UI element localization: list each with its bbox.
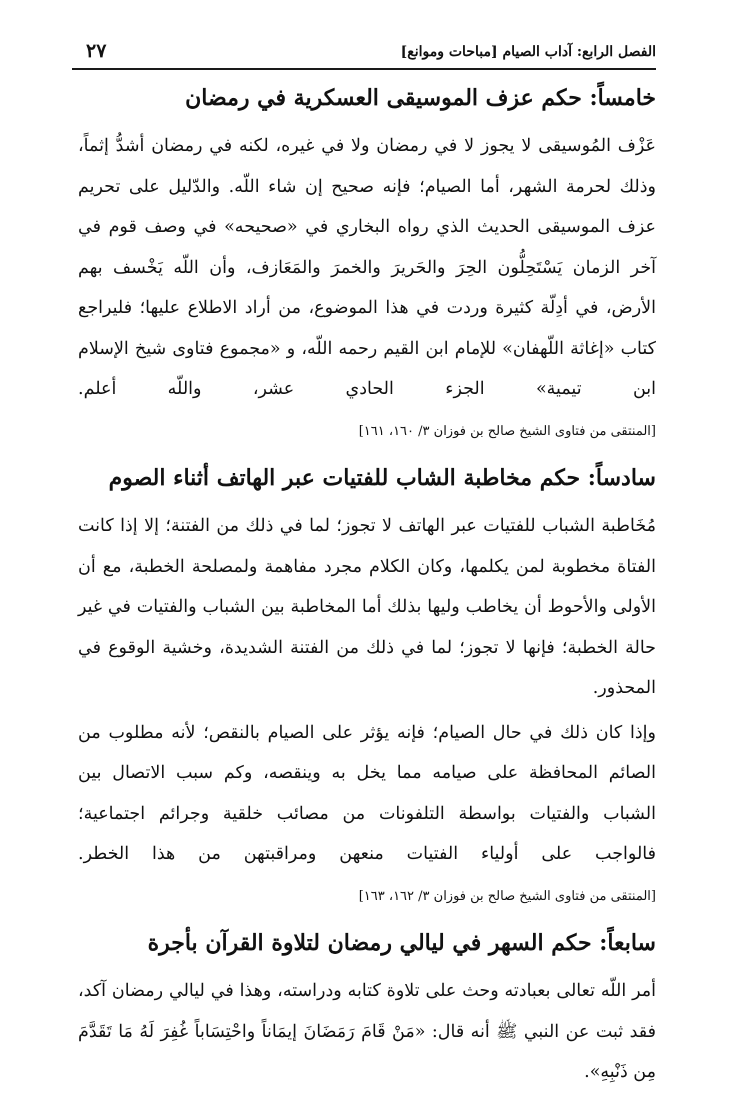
page-content (78, 80, 656, 1093)
page-number: ٢٧ (86, 40, 107, 62)
paragraph (78, 506, 656, 709)
section-heading: خامساً: حكم عزف الموسيقى العسكرية في رمضان (185, 85, 656, 111)
paragraph-text: وإذا كان ذلك في حال الصيام؛ فإنه يؤثر على الصيام بالنقص؛ لأنه مطلوب من الصائم المحافظة على صيامه مما يخل به وينقصه، وكم سبب الاتصال بين الشباب والفتيات بواسطة التلفونات من مصائب خلقية وجرائم اجتماعية؛ فالواجب على أولياء الفتيات منعهن ومراقبتهن من هذا الخطر. (78, 722, 656, 864)
paragraph (78, 126, 656, 452)
paragraph-text: عَزْف المُوسيقى لا يجوز لا في رمضان ولا في غيره، لكنه في رمضان أشدُّ إثماً، وذلك لحرمة الشهر، أما الصيام؛ فإنه صحيح إن شاء اللّه. والدّليل على تحريم عزف الموسيقى الحديث الذي رواه البخاري في «صحيحه» في وصف قوم في آخر الزمان يَسْتَحِلُّون الحِرَ والحَريرَ والخمرَ والمَعَازف، وأن اللّه يَخْسف بهم الأرض، في أدِلّة كثيرة وردت في هذا الموضوع، من أراد الاطلاع عليها؛ فليراجع كتاب «إغاثة اللّهفان» للإمام ابن القيم رحمه اللّه، و «مجموع فتاوى شيخ الإسلام ابن تيمية» الجزء الحادي عشر، واللّه أعلم. (78, 136, 656, 399)
section-fifth (78, 80, 656, 452)
page-header (72, 38, 656, 70)
paragraph-text: مُخَاطبة الشباب للفتيات عبر الهاتف لا تجوز؛ لما في ذلك من الفتنة؛ إلا إذا كانت الفتاة مخطوبة لمن يكلمها، وكان الكلام مجرد مفاهمة ولمصلحة الخطبة، مع أن الأولى والأحوط أن يخاطب وليها بذلك أما المخاطبة بين الشباب والفتيات في غير حالة الخطبة؛ فإنها لا تجوز؛ لما في ذلك من الفتنة الشديدة، وخشية الوقوع في المحذور. (78, 516, 656, 698)
source-citation: [المنتقى من فتاوى الشيخ صالح بن فوزان ٣/ ١٦٠، ١٦١] (358, 423, 656, 439)
paragraph (78, 971, 656, 1093)
paragraph-text: أمر اللّه تعالى بعبادته وحث على تلاوة كتابه ودراسته، وهذا في ليالي رمضان آكد، فقد ثبت عن النبي ﷺ أنه قال: «مَنْ قَامَ رَمَضَانَ إيمَاناً واحْتِسَاباً غُفِرَ لَهُ مَا تَقَدَّمَ مِن ذَنْبِهِ». (78, 981, 656, 1082)
section-seventh (78, 925, 656, 1093)
section-sixth (78, 460, 656, 917)
section-heading: سابعاً: حكم السهر في ليالي رمضان لتلاوة القرآن بأجرة (147, 930, 656, 956)
section-heading: سادساً: حكم مخاطبة الشاب للفتيات عبر الهاتف أثناء الصوم (108, 465, 656, 491)
paragraph (78, 713, 656, 918)
source-citation: [المنتقى من فتاوى الشيخ صالح بن فوزان ٣/ ١٦٢، ١٦٣] (358, 888, 656, 904)
chapter-title: الفصل الرابع: آداب الصيام [مباحات وموانع] (400, 44, 656, 60)
